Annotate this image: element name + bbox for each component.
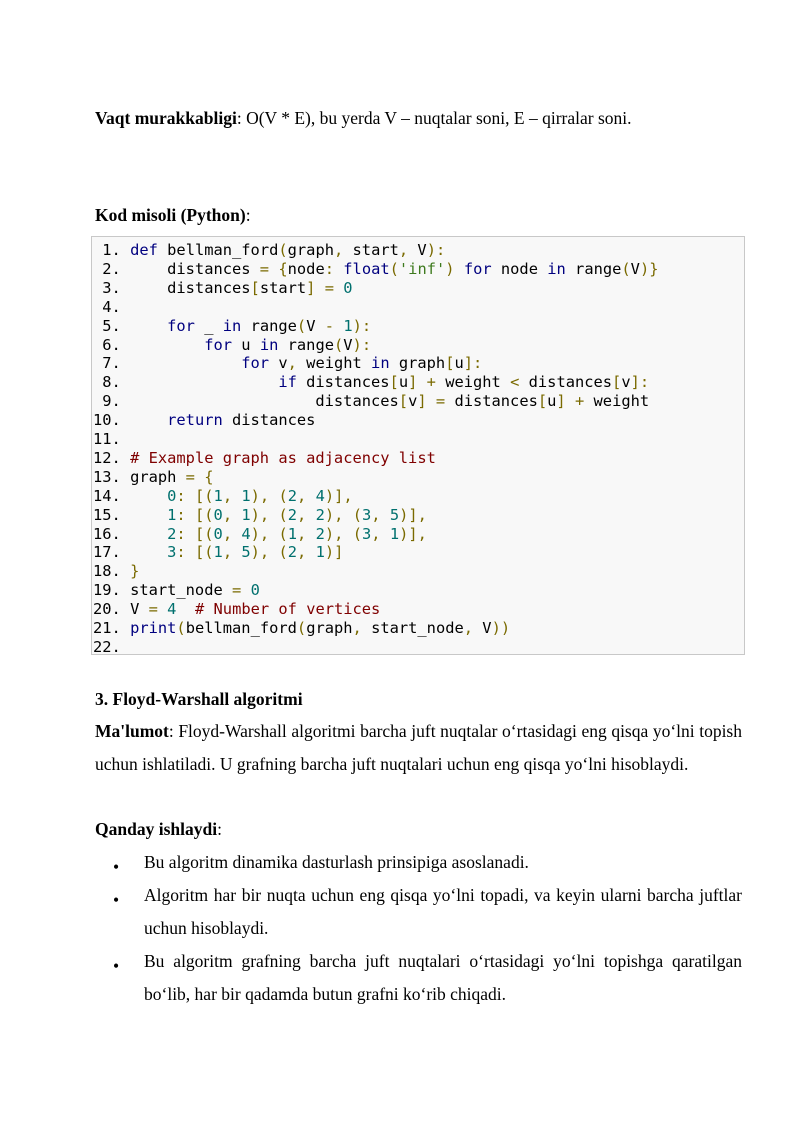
code-token: for — [204, 335, 233, 354]
code-token — [241, 581, 250, 599]
code-token — [269, 260, 278, 278]
code-token — [381, 525, 390, 543]
code-token: 1 — [389, 524, 400, 543]
code-token: ): — [352, 316, 372, 335]
code-token: , — [222, 486, 233, 505]
code-token: u — [454, 354, 464, 373]
code-token: - — [324, 316, 335, 335]
code-token — [232, 506, 241, 524]
code-token: ( — [621, 259, 631, 278]
code-line — [93, 619, 510, 638]
code-token: , — [352, 619, 362, 637]
code-token: ]: — [463, 354, 483, 373]
code-token: ) — [445, 259, 455, 278]
code-token: = — [324, 278, 334, 297]
code-token: 2 — [167, 524, 177, 543]
code-token: start — [259, 278, 307, 297]
code-line — [93, 430, 121, 449]
code-token: 4 — [167, 600, 177, 619]
code-token: u — [398, 373, 409, 392]
code-token: ( — [352, 524, 362, 543]
code-token: graph — [389, 354, 446, 373]
code-token: 2 — [315, 524, 325, 543]
code-token — [334, 260, 343, 278]
code-token: [ — [398, 392, 409, 411]
code-token: ( — [389, 259, 399, 278]
code-token: = — [259, 259, 270, 278]
code-token: 13. graph — [93, 467, 186, 486]
code-token: 1 — [213, 486, 223, 505]
code-token: 1 — [241, 486, 251, 505]
code-token: ] — [408, 373, 418, 392]
code-token: ] — [417, 392, 427, 411]
code-token: 11. — [93, 430, 121, 448]
code-line — [93, 392, 649, 411]
code-token: < — [510, 373, 520, 392]
code-token: _ — [194, 316, 223, 335]
code-token: ] — [556, 392, 566, 411]
code-token: )} — [639, 259, 659, 278]
code-token: in — [371, 354, 390, 373]
code-token: start_node — [361, 619, 464, 637]
code-token: 20. V — [93, 600, 149, 619]
bullet-marker: • — [113, 956, 120, 976]
code-token: range — [565, 259, 622, 278]
code-token — [186, 525, 195, 543]
code-token — [306, 543, 315, 561]
code-token: 3 — [167, 543, 177, 562]
code-line — [93, 260, 659, 279]
code-token: , — [222, 524, 233, 543]
code-token: { — [204, 467, 214, 486]
code-token — [455, 260, 464, 278]
code-token: in — [222, 316, 242, 335]
code-token: , — [371, 524, 381, 543]
code-token: , — [463, 619, 474, 637]
code-token: in — [259, 335, 279, 354]
code-token: ( — [278, 486, 288, 505]
code-token: 2 — [287, 486, 298, 505]
code-token: V — [408, 241, 427, 259]
code-token: 4 — [241, 524, 251, 543]
code-token: = — [185, 467, 195, 486]
code-token: [ — [537, 392, 548, 411]
code-token: = — [232, 581, 242, 600]
code-token — [306, 506, 315, 524]
code-token: u — [547, 392, 557, 411]
code-line — [93, 487, 353, 506]
code-token: [( — [194, 505, 214, 524]
code-token: [( — [194, 524, 214, 543]
code-token: range — [278, 335, 334, 354]
code-token: , — [398, 241, 409, 259]
code-token: 12. — [93, 448, 131, 467]
code-token: for — [167, 316, 195, 335]
code-token: 'inf' — [398, 259, 446, 278]
code-token: return — [167, 411, 223, 430]
code-token: 1 — [213, 543, 223, 562]
code-token: )], — [399, 505, 427, 524]
code-token — [186, 487, 195, 505]
code-token: 1. — [93, 241, 131, 259]
code-token: , — [297, 543, 307, 562]
code-token — [381, 506, 390, 524]
code-token: bellman_ford — [157, 241, 279, 259]
code-token — [186, 506, 195, 524]
code-line — [93, 638, 121, 657]
code-token: in — [547, 259, 566, 278]
code-token — [334, 317, 343, 335]
how-colon: : — [217, 819, 222, 839]
code-token: 7. — [93, 354, 242, 373]
code-token: 21. — [93, 619, 131, 637]
code-token: 1 — [343, 316, 353, 335]
code-token: 0 — [167, 486, 177, 505]
code-token: 1 — [315, 543, 325, 562]
code-heading-colon: : — [245, 205, 251, 225]
complexity-text: : O(V * E), bu yerda V – nuqtalar soni, E – qirralar soni. — [236, 108, 632, 128]
code-token: 4. — [93, 297, 121, 316]
code-token: ): — [426, 241, 446, 259]
code-heading — [95, 205, 251, 226]
code-token: = — [148, 600, 158, 619]
code-token: )] — [324, 543, 344, 562]
code-token: 2 — [287, 505, 298, 524]
code-line — [93, 468, 214, 487]
code-token: )], — [399, 524, 427, 543]
code-token: 3 — [362, 505, 372, 524]
code-token: )) — [491, 619, 511, 637]
code-token: ]: — [630, 373, 650, 392]
code-token: v — [269, 354, 288, 373]
code-token: 5 — [389, 505, 400, 524]
code-line — [93, 562, 139, 581]
code-token: 10. — [93, 411, 168, 430]
code-token — [343, 525, 352, 543]
code-token: [ — [250, 278, 260, 297]
code-token: + — [426, 373, 436, 392]
code-token — [306, 487, 315, 505]
code-token — [417, 373, 426, 391]
code-token: 3 — [362, 524, 372, 543]
code-token: [ — [389, 373, 399, 392]
code-token: v — [621, 373, 631, 392]
code-token: 14. — [93, 486, 168, 505]
code-token: , — [297, 524, 307, 543]
code-token: distances — [222, 411, 316, 430]
code-token — [232, 525, 241, 543]
code-token: graph — [287, 241, 334, 259]
code-token: ( — [278, 241, 288, 259]
code-token: weight — [296, 354, 372, 373]
code-token: distances — [519, 373, 613, 392]
code-token: ), — [250, 543, 270, 562]
code-token: ), — [250, 524, 270, 543]
code-token: : — [176, 486, 186, 505]
code-token — [343, 506, 352, 524]
code-token: = — [435, 392, 446, 411]
code-token — [315, 279, 324, 297]
code-token: : — [176, 524, 186, 543]
code-token: weight — [584, 392, 650, 411]
code-line — [93, 411, 315, 430]
complexity-line — [95, 108, 632, 129]
code-token: float — [343, 259, 390, 278]
code-token — [186, 543, 195, 561]
code-token — [232, 543, 241, 561]
code-token: 8. — [93, 373, 279, 392]
code-heading-label: Kod misoli (Python) — [95, 205, 246, 225]
code-line — [93, 354, 482, 373]
code-token: ( — [278, 543, 288, 562]
code-token: 2 — [287, 543, 298, 562]
code-token — [427, 392, 436, 410]
bullet-item: Bu algoritm grafning barcha juft nuqtalari o‘rtasidagi yo‘lni topishga qaratilgan bo‘lib, har bir qadamda butun grafni ko‘rib chiqadi. — [144, 951, 742, 1004]
code-token: u — [232, 335, 260, 354]
code-line — [93, 279, 353, 298]
code-token: start — [343, 241, 399, 259]
code-token: 1 — [167, 505, 177, 524]
code-line — [93, 298, 121, 317]
code-line — [93, 506, 427, 525]
code-line — [93, 600, 380, 619]
how-label: Qanday ishlaydi — [95, 819, 218, 839]
code-token: , — [371, 505, 381, 524]
code-token: 4 — [315, 486, 325, 505]
code-token: )], — [324, 486, 353, 505]
code-token: 0 — [213, 505, 223, 524]
code-token: ( — [296, 316, 307, 335]
code-token: , — [297, 486, 307, 505]
code-token: 6. — [93, 335, 205, 354]
code-token: } — [130, 562, 140, 581]
code-token: , — [297, 505, 307, 524]
how-heading — [95, 819, 222, 840]
code-token: 16. — [93, 524, 168, 543]
code-token: ( — [296, 619, 307, 637]
bullet-marker: • — [113, 890, 120, 910]
code-line — [93, 336, 371, 355]
code-token: weight — [435, 373, 511, 392]
code-token: ): — [352, 335, 372, 354]
code-token: , — [333, 241, 344, 259]
code-token: 18. — [93, 562, 131, 581]
code-token: 1 — [241, 505, 251, 524]
code-token: ), — [324, 505, 344, 524]
code-token — [176, 600, 195, 618]
code-token: 0 — [250, 581, 260, 600]
code-token: 1 — [287, 524, 298, 543]
code-token: 9. distances — [93, 392, 399, 411]
code-token: bellman_ford — [185, 619, 297, 637]
code-token: for — [241, 354, 270, 373]
code-token: range — [241, 316, 297, 335]
bullet-item: Bu algoritm dinamika dasturlash prinsipiga asoslanadi. — [144, 852, 529, 872]
code-token: 5 — [241, 543, 251, 562]
code-token: 2. distances — [93, 259, 260, 278]
code-token: ( — [176, 619, 186, 637]
code-line — [93, 543, 343, 562]
code-token: 15. — [93, 505, 168, 524]
code-token: v — [408, 392, 418, 411]
code-line — [93, 317, 371, 336]
code-token — [158, 600, 167, 618]
code-token: ( — [278, 505, 288, 524]
code-token: ), — [250, 505, 270, 524]
code-token: [ — [445, 354, 455, 373]
code-token: 0 — [213, 524, 223, 543]
code-token: print — [130, 619, 177, 637]
code-token: V — [473, 619, 492, 637]
info-paragraph — [95, 715, 742, 781]
code-token: , — [222, 543, 233, 562]
code-token — [566, 392, 575, 410]
section-title: 3. Floyd-Warshall algoritmi — [95, 689, 303, 709]
code-token: V — [630, 259, 640, 278]
code-token — [306, 525, 315, 543]
code-token: 0 — [343, 278, 353, 297]
code-token: if — [278, 373, 297, 392]
code-token: : — [176, 505, 186, 524]
code-token: [( — [194, 543, 214, 562]
code-token: graph — [306, 619, 353, 637]
code-token: distances — [296, 373, 390, 392]
code-token: distances — [445, 392, 538, 411]
code-token — [232, 487, 241, 505]
code-token — [334, 279, 343, 297]
code-token: [ — [612, 373, 622, 392]
code-token: ( — [333, 335, 344, 354]
code-token: # Example graph as adjacency list — [130, 448, 436, 467]
code-token: + — [574, 392, 585, 411]
code-token: ), — [324, 524, 344, 543]
code-token: ] — [306, 278, 316, 297]
code-line — [93, 581, 260, 600]
code-token: 5. — [93, 316, 168, 335]
code-token: 17. — [93, 543, 168, 562]
complexity-label: Vaqt murakkabligi — [95, 108, 237, 128]
code-token: node — [491, 259, 548, 278]
code-token: [( — [194, 486, 214, 505]
code-token: 2 — [315, 505, 325, 524]
code-token: , — [287, 354, 297, 373]
code-line — [93, 241, 445, 260]
code-token — [195, 468, 204, 486]
code-token: def — [130, 241, 158, 259]
code-token: ( — [352, 505, 362, 524]
code-token: V — [343, 335, 353, 354]
code-token: node — [287, 259, 325, 278]
code-token: V — [306, 316, 325, 335]
code-token: , — [222, 505, 233, 524]
bullet-item: Algoritm har bir nuqta uchun eng qisqa yo‘lni topadi, va keyin ularni barcha juftlar uchun hisoblaydi. — [144, 885, 742, 938]
info-text: : Floyd-Warshall algoritmi barcha juft nuqtalar o‘rtasidagi eng qisqa yo‘lni topish uchun ishlatiladi. U grafning barcha juft nuqtalari uchun eng qisqa yo‘lni hisoblaydi. — [95, 721, 742, 774]
code-token: : — [324, 259, 334, 278]
code-token: 3. distances — [93, 278, 251, 297]
code-token: ), — [250, 486, 270, 505]
bullet-marker: • — [113, 857, 120, 877]
code-line — [93, 525, 427, 544]
code-block — [91, 236, 745, 655]
code-line — [93, 373, 649, 392]
code-token: { — [278, 259, 288, 278]
code-token: for — [463, 259, 492, 278]
code-token: 19. start_node — [93, 581, 232, 600]
code-token: # Number of vertices — [195, 600, 381, 619]
code-token: ( — [278, 524, 288, 543]
info-label: Ma'lumot — [95, 721, 169, 741]
code-line — [93, 449, 436, 468]
code-token: : — [176, 543, 186, 562]
code-token: 22. — [93, 637, 121, 656]
